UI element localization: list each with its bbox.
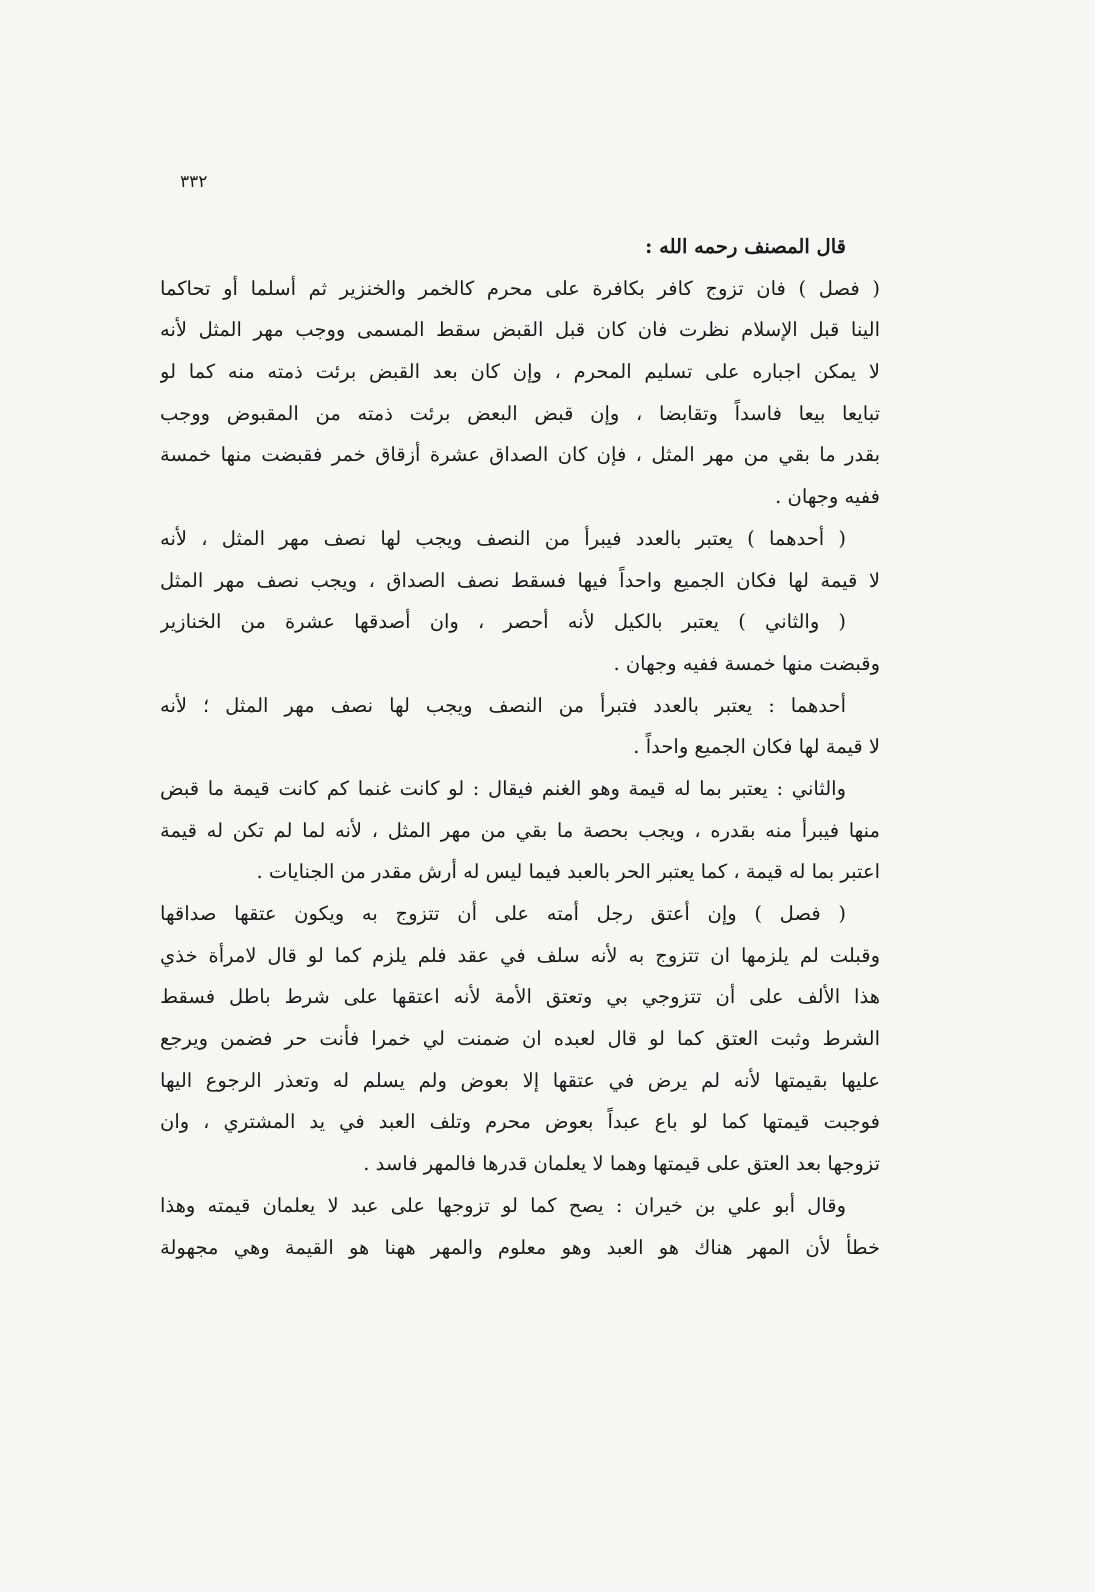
text-line: الينا قبل الإسلام نظرت فان كان قبل القبض سقط المسمى ووجب مهر المثل لأنه [160,318,880,342]
text-line: ( فصل ) وإن أعتق رجل أمته على أن تتزوج به ويكون عتقها صداقها [160,902,846,925]
text-line: الشرط وثبت العتق كما لو قال لعبده ان ضمنت لي خمرا فأنت حر فضمن ويرجع [160,1027,880,1051]
text-line: وقال أبو علي بن خيران : يصح كما لو تزوجها على عبد لا يعلمان قيمته وهذا [160,1193,846,1217]
text-line: وقبضت منها خمسة ففيه وجهان . [613,651,880,675]
text-line: فوجبت قيمتها كما لو باع عبداً بعوض محرم وتلف العبد في يد المشتري ، وان [160,1110,880,1134]
text-line: لا قيمة لها فكان الجميع واحداً . [633,735,880,759]
text-line: والثاني : يعتبر بما له قيمة وهو الغنم فيقال : لو كانت غنما كم كانت قيمة ما قبض [160,776,846,800]
text-line: اعتبر بما له قيمة ، كما يعتبر الحر بالعبد فيما ليس له أرش مقدر من الجنايات . [256,860,880,884]
text-line: لا يمكن اجباره على تسليم المحرم ، وإن كان بعد القبض برئت ذمته منه كما لو [160,360,880,384]
body-text [160,226,880,1268]
text-line: ( أحدهما ) يعتبر بالعدد فيبرأ من النصف ويجب لها نصف مهر المثل ، لأنه [160,526,846,550]
text-line: قال المصنف رحمه الله : [645,235,846,258]
text-line: تبايعا بيعا فاسداً وتقابضا ، وإن قبض البعض برئت ذمته من المقبوض ووجب [160,401,880,425]
text-line: تزوجها بعد العتق على قيمتها وهما لا يعلمان قدرها فالمهر فاسد . [363,1152,880,1176]
text-line: بقدر ما بقي من مهر المثل ، فإن كان الصداق عشرة أزقاق خمر فقبضت منها خمسة [160,443,880,467]
text-line: خطأ لأن المهر هناك هو العبد وهو معلوم والمهر ههنا هو القيمة وهي مجهولة [160,1235,880,1259]
text-line: ففيه وجهان . [775,485,880,509]
text-line: وقبلت لم يلزمها ان تتزوج به لأنه سلف في عقد فلم يلزم كما لو قال لامرأة خذي [160,943,880,967]
text-line: عليها بقيمتها لأنه لم يرض في عتقها إلا بعوض ولم يسلم له وتعذر الرجوع اليها [160,1068,880,1092]
page-number: ٣٣٢ [180,172,208,192]
text-line: أحدهما : يعتبر بالعدد فتبرأ من النصف ويجب لها نصف مهر المثل ؛ لأنه [160,693,846,717]
text-line: منها فيبرأ منه بقدره ، ويجب بحصة ما بقي من مهر المثل ، لأنه لما لم تكن له قيمة [160,818,880,842]
text-line: لا قيمة لها فكان الجميع واحداً فيها فسقط نصف الصداق ، ويجب نصف مهر المثل [160,568,880,592]
text-line: ( والثاني ) يعتبر بالكيل لأنه أحصر ، وان أصدقها عشرة من الخنازير [160,610,846,634]
text-line: هذا الألف على أن تتزوجي بي وتعتق الأمة لأنه اعتقها على شرط باطل فسقط [160,985,880,1009]
text-line: ( فصل ) فان تزوج كافر بكافرة على محرم كالخمر والخنزير ثم أسلما أو تحاكما [160,276,880,300]
